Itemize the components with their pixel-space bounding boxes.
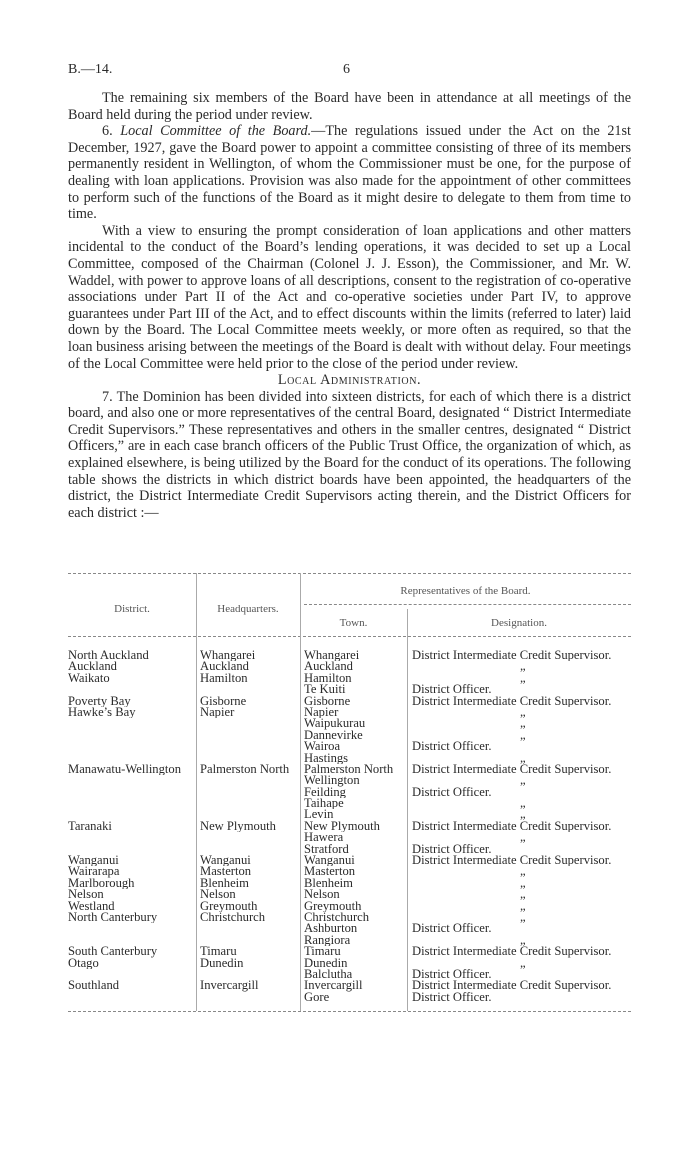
district-cell: Wairarapa [68,866,120,878]
town-cell: Wairoa [304,741,341,753]
table-row [68,684,631,695]
designation-cell: District Intermediate Credit Supervisor. [412,855,612,867]
headquarters-cell: Wanganui [200,855,251,867]
table-row [68,707,631,718]
town-cell: New Plymouth [304,820,380,833]
representatives-rule [304,604,631,605]
table-row [68,798,631,809]
town-cell: Stratford [304,843,349,856]
headquarters-cell: Invercargill [200,980,259,992]
table-top-rule [68,573,631,574]
table-row [68,764,631,775]
headquarters-cell: Timaru [200,946,237,958]
designation-cell: District Officer. [412,991,492,1004]
town-cell: Timaru [304,946,341,958]
town-cell: Napier [304,706,339,719]
district-cell: Nelson [68,889,104,901]
headquarters-cell: Dunedin [200,957,244,969]
district-cell: Otago [68,957,99,969]
headquarters-cell: Napier [200,706,235,719]
town-cell: Hastings [304,752,349,764]
table-row [68,753,631,764]
town-cell: Wellington [304,775,360,787]
designation-cell: District Officer. [412,741,492,753]
designation-cell: „ [520,752,526,764]
table-row [68,889,631,900]
headquarters-cell: Greymouth [200,900,258,912]
district-cell: North Canterbury [68,911,158,924]
table-row [68,718,631,729]
table-row [68,946,631,957]
designation-cell: District Intermediate Credit Supervisor. [412,946,612,958]
designation-cell: District Intermediate Credit Supervisor. [412,763,612,776]
paragraph-board-attendance: The remaining six members of the Board have been in attendance at all meetings of the Board held during the period under review. [68,90,631,123]
page-number: 6 [343,62,350,77]
headquarters-cell: Whangarei [200,650,256,662]
designation-cell: „ [520,672,526,685]
town-cell: Balclutha [304,968,353,981]
district-cell: North Auckland [68,650,149,662]
designation-cell: „ [520,798,526,810]
district-cell: Wanganui [68,855,119,867]
headquarters-cell: Gisborne [200,695,247,707]
table-row [68,673,631,684]
headquarters-cell: Blenheim [200,877,249,890]
district-cell: Manawatu-Wellington [68,763,181,776]
designation-cell: District Officer. [412,684,492,696]
column-header-town: Town. [339,617,368,629]
designation-cell: District Intermediate Credit Supervisor. [412,650,612,662]
column-header-headquarters: Headquarters. [217,603,279,615]
table-bottom-rule [68,1011,631,1012]
designation-cell: District Officer. [412,843,492,856]
headquarters-cell: Masterton [200,866,252,878]
section-heading: Local Administration. [277,372,422,389]
body-text [68,90,631,521]
designation-cell: „ [520,889,526,901]
designation-cell: District Intermediate Credit Supervisor. [412,980,612,992]
table-row [68,844,631,855]
paragraph-districts: 7. The Dominion has been divided into sixteen districts, for each of which there is a district board, and also one or more representatives of the central Board, designated “ District Intermediate Credit Supervisors.” These representatives and others in the smaller centres, designated “ District Officers,” are in each case branch officers of the Public Trust Office, the organization of which, as explained elsewhere, is being utilized by the Board for the conduct of its operations. The following table shows the districts in which district boards have been appointed, the headquarters of the district, the District Intermediate Credit Supervisors acting therein, and the District Officers for each district :— [68,388,631,521]
town-cell: Blenheim [304,877,353,890]
designation-cell: „ [520,718,526,730]
headquarters-cell: New Plymouth [200,820,276,833]
table-row [68,935,631,946]
table-row [68,878,631,889]
town-cell: Nelson [304,889,340,901]
table-row [68,866,631,877]
town-cell: Auckland [304,661,353,673]
paragraph-local-committee: 6. Local Committee of the Board.—The regulations issued under the Act on the 21st December, 1927, gave the Board power to appoint a committee consisting of three of its members permanently resident in Wellington, of whom the Commissioner must be one, for the purpose of dealing with loan applications. Provision was also made for the appointment of other committees to perform such of the functions of the Board as it might desire to delegate to them from time to time. [68,123,631,223]
designation-cell: District Officer. [412,923,492,935]
table-row [68,992,631,1003]
designation-cell: „ [520,661,526,673]
table-row [68,855,631,866]
town-cell: Hawera [304,832,344,844]
headquarters-cell: Auckland [200,661,249,673]
column-header-district: District. [114,603,150,615]
headquarters-cell: Christchurch [200,911,266,924]
designation-cell: District Intermediate Credit Supervisor. [412,695,612,707]
town-cell: Palmerston North [304,763,394,776]
district-cell: Poverty Bay [68,695,131,707]
table-row [68,650,631,661]
headquarters-cell: Palmerston North [200,763,290,776]
header-bottom-rule [68,636,631,637]
designation-cell: District Intermediate Credit Supervisor. [412,820,612,833]
designation-cell: „ [520,900,526,912]
headquarters-cell: Nelson [200,889,236,901]
table-body [68,650,631,1003]
table-row [68,912,631,923]
district-cell: Southland [68,980,120,992]
table-row [68,661,631,672]
table-row [68,923,631,934]
town-cell: Invercargill [304,980,363,992]
paragraph-committee-setup: With a view to ensuring the prompt consideration of loan applications and other matters incidental to the conduct of the Board’s lending operations, it was decided to set up a Local Committee, composed of the Chairman (Colonel J. J. Esson), the Commissioner, and Mr. W. Waddel, with power to approve loans of all descriptions, consent to the registration of co-operative associations under Part II of the Act and co-operative societies under Part IV, to approve guarantees under Part III of the Act, and to effect discounts within the limits (referred to later) laid down by the Board. The Local Committee meets weekly, or more often as required, so that the loan business arising between the meetings of the Board is dealt with without delay. Four meetings of the Local Committee were held prior to the close of the period under review. [68,222,631,372]
district-cell: Auckland [68,661,117,673]
table-row [68,901,631,912]
district-cell: Marlborough [68,877,135,890]
column-header-designation: Designation. [491,617,547,629]
district-cell: Waikato [68,672,110,685]
table-row [68,980,631,991]
table-row [68,958,631,969]
town-cell: Wanganui [304,855,355,867]
column-header-representatives: Representatives of the Board. [400,585,531,597]
designation-cell: „ [520,775,526,787]
table-row [68,741,631,752]
table-row [68,969,631,980]
district-cell: Hawke’s Bay [68,706,136,719]
designation-cell: „ [520,934,526,947]
town-cell: Rangiora [304,934,351,947]
district-cell: Westland [68,900,115,912]
town-cell: Feilding [304,786,346,799]
town-cell: Waipukurau [304,718,366,730]
town-cell: Gore [304,991,330,1004]
designation-cell: „ [520,957,526,969]
designation-cell: District Officer. [412,786,492,799]
designation-cell: „ [520,911,526,924]
designation-cell: „ [520,706,526,719]
table-row [68,832,631,843]
headquarters-cell: Hamilton [200,672,248,685]
town-cell: Gisborne [304,695,351,707]
town-cell: Te Kuiti [304,684,346,696]
designation-cell: „ [520,729,526,742]
town-cell: Masterton [304,866,356,878]
document-reference: B.—14. [68,62,113,77]
designation-cell: „ [520,877,526,890]
table-row [68,787,631,798]
districts-table [68,573,631,1004]
town-cell: Greymouth [304,900,362,912]
designation-cell: „ [520,866,526,878]
designation-cell: „ [520,832,526,844]
town-cell: Dannevirke [304,729,363,742]
designation-cell: „ [520,809,526,821]
town-cell: Dunedin [304,957,348,969]
table-row [68,809,631,820]
table-row [68,821,631,832]
district-cell: South Canterbury [68,946,158,958]
town-cell: Ashburton [304,923,358,935]
table-row [68,696,631,707]
town-cell: Levin [304,809,334,821]
table-row [68,730,631,741]
designation-cell: District Officer. [412,968,492,981]
table-row [68,775,631,786]
town-cell: Hamilton [304,672,352,685]
town-cell: Whangarei [304,650,360,662]
town-cell: Taihape [304,798,344,810]
town-cell: Christchurch [304,911,370,924]
district-cell: Taranaki [68,820,112,833]
